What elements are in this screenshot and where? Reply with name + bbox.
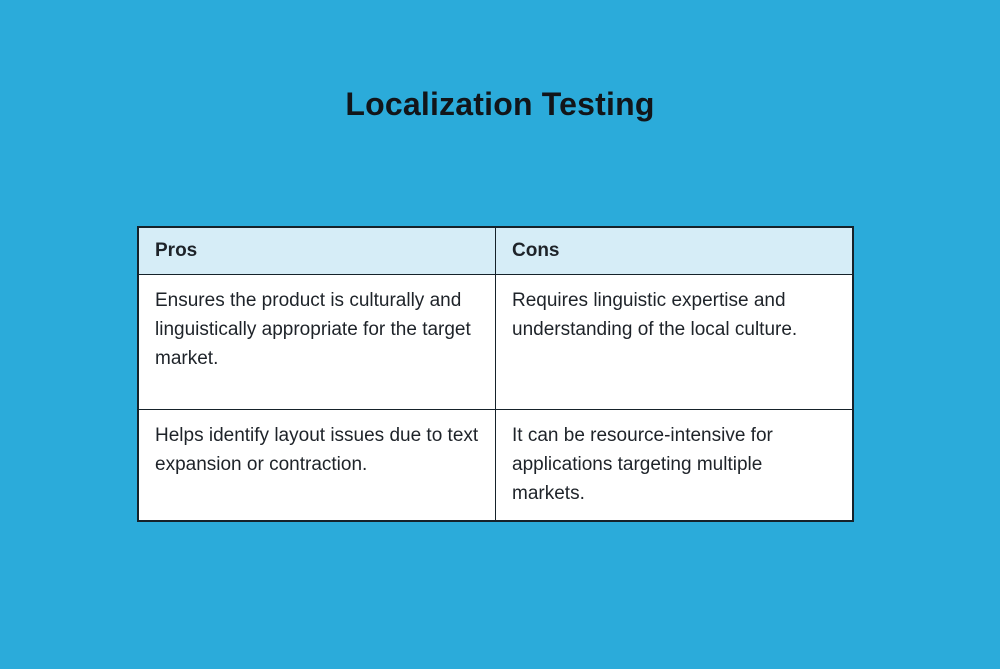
column-header-cons: Cons — [496, 227, 854, 274]
page-title: Localization Testing — [345, 86, 655, 122]
cons-cell-2: It can be resource-intensive for applications targeting multiple markets. — [496, 409, 854, 521]
table-row — [138, 274, 853, 409]
pros-cell-2: Helps identify layout issues due to text expansion or contraction. — [138, 409, 496, 521]
pros-cons-table — [137, 226, 854, 522]
table-header-row — [138, 227, 853, 274]
column-header-pros: Pros — [138, 227, 496, 274]
pros-cell-1: Ensures the product is culturally and linguistically appropriate for the target market. — [138, 274, 496, 409]
table-row — [138, 409, 853, 521]
cons-cell-1: Requires linguistic expertise and understanding of the local culture. — [496, 274, 854, 409]
